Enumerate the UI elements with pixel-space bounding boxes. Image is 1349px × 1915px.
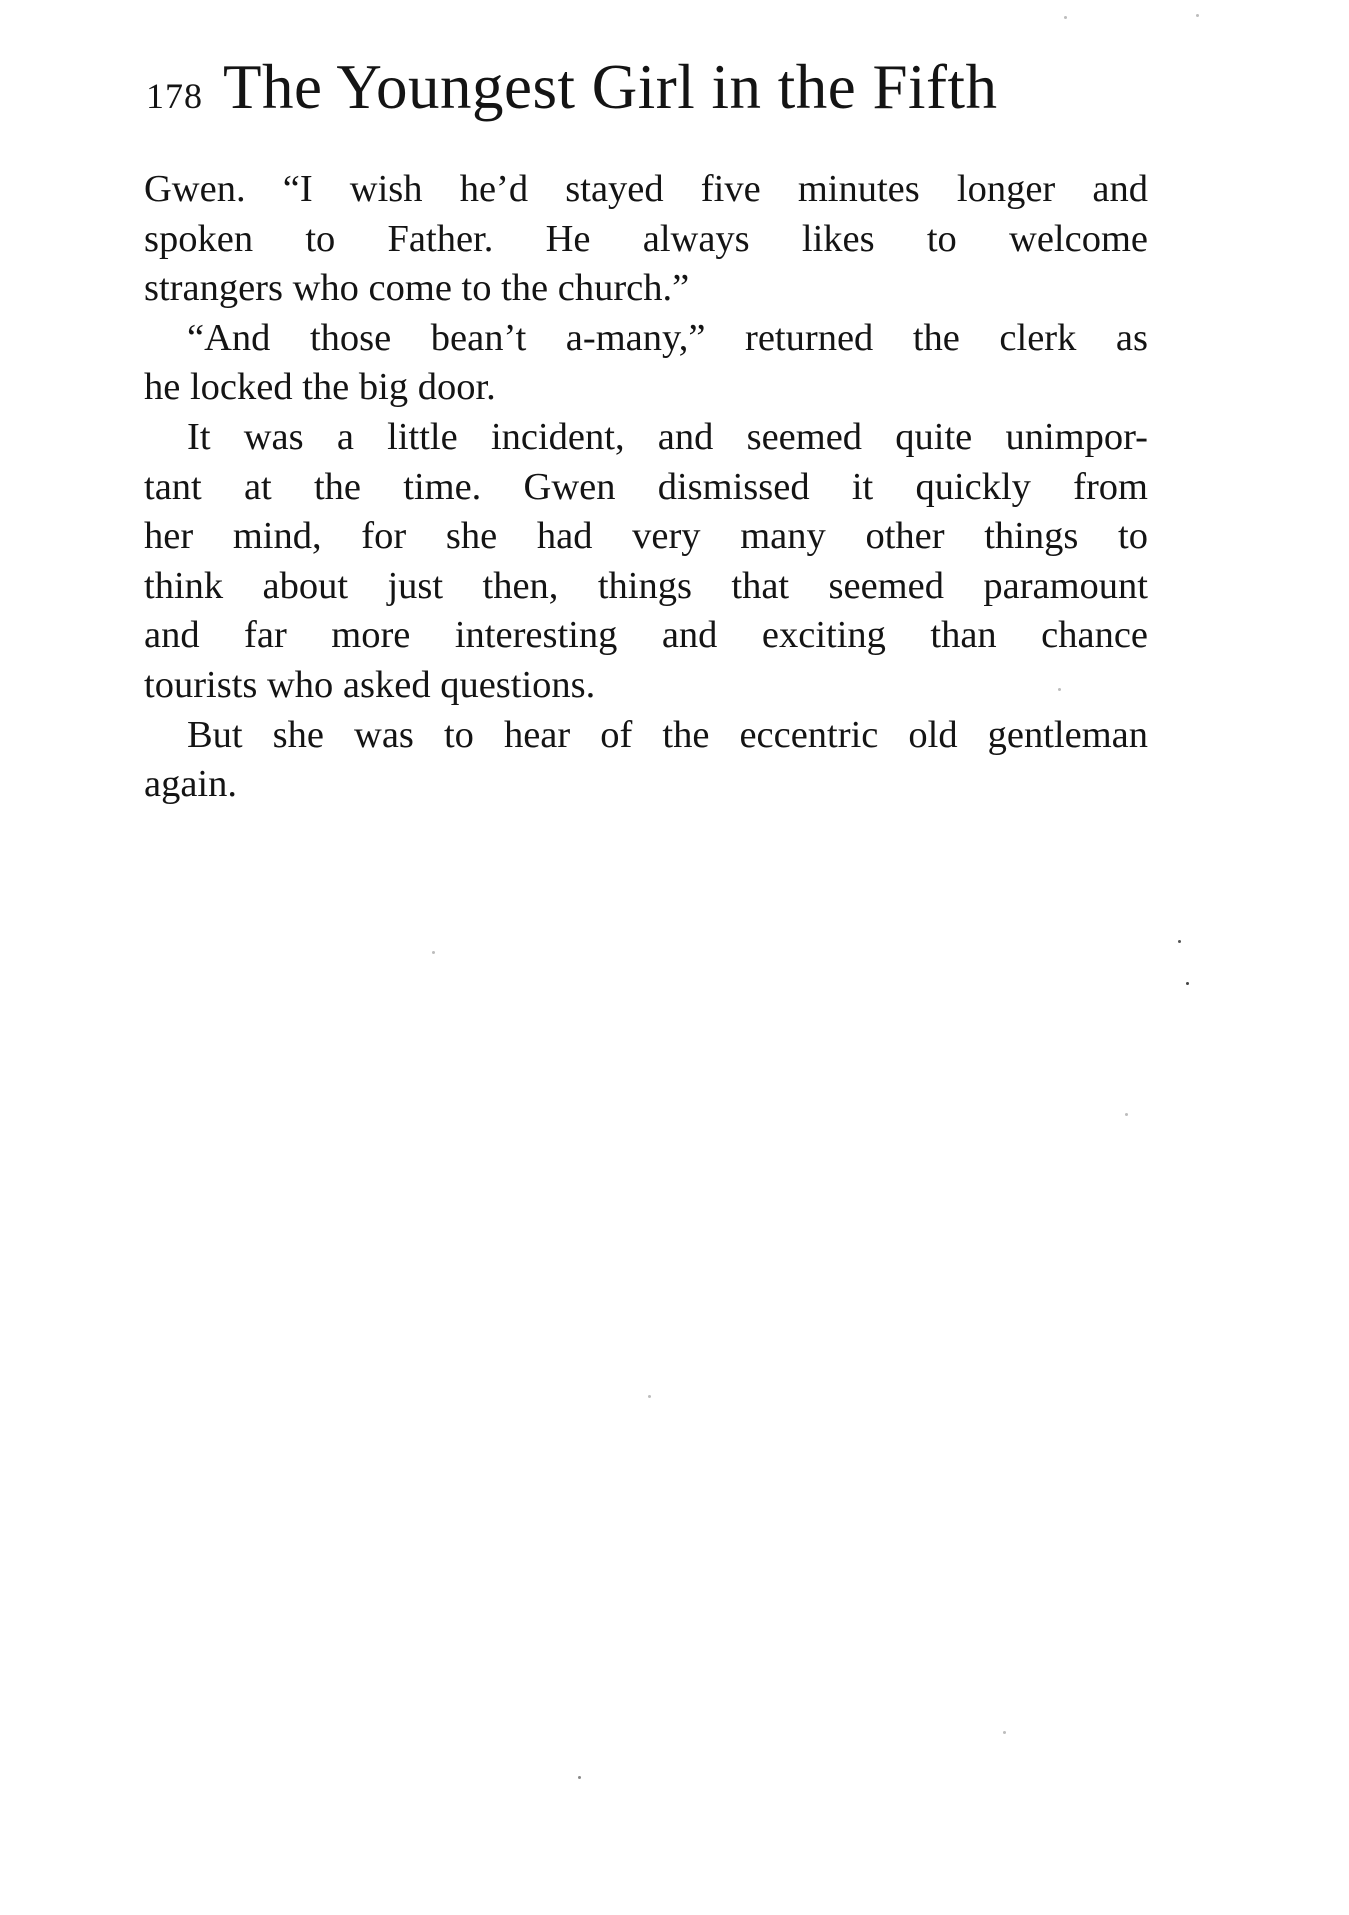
scan-speck: [1058, 688, 1061, 691]
text-line: her mind, for she had very many other things to: [144, 515, 1148, 558]
text-line: again.: [144, 763, 237, 806]
text-line: and far more interesting and exciting than chance: [144, 614, 1148, 657]
paragraph-2: [144, 314, 1148, 413]
page-number: 178: [146, 76, 203, 116]
scan-speck: [1186, 982, 1189, 985]
text-line: Gwen. “I wish he’d stayed five minutes longer and: [144, 168, 1148, 210]
paragraph-4: [144, 711, 1148, 810]
scan-speck: [578, 1776, 581, 1779]
text-line: But she was to hear of the eccentric old gentleman: [187, 713, 1148, 756]
running-head: [146, 52, 1146, 122]
book-title: The Youngest Girl in the Fifth: [223, 52, 998, 122]
paragraph-3: [144, 413, 1148, 711]
scan-speck: [648, 1395, 651, 1398]
scan-speck: [1064, 16, 1067, 19]
text-line: strangers who come to the church.”: [144, 267, 690, 310]
scan-speck: [432, 951, 435, 954]
scan-speck: [1003, 1731, 1006, 1734]
scan-speck: [1196, 14, 1199, 17]
body-text: [144, 165, 1148, 810]
text-line: spoken to Father. He always likes to welcome: [144, 217, 1148, 260]
text-line: It was a little incident, and seemed quite unimpor-: [187, 415, 1148, 458]
text-line: tourists who asked questions.: [144, 663, 596, 706]
text-line: “And those bean’t a-many,” returned the clerk as: [187, 316, 1148, 359]
text-line: think about just then, things that seemed paramount: [144, 564, 1148, 607]
text-line: he locked the big door.: [144, 366, 496, 409]
scan-speck: [1178, 940, 1181, 943]
paragraph-1: [144, 165, 1148, 314]
text-line: tant at the time. Gwen dismissed it quickly from: [144, 465, 1148, 508]
scan-speck: [1125, 1113, 1128, 1116]
